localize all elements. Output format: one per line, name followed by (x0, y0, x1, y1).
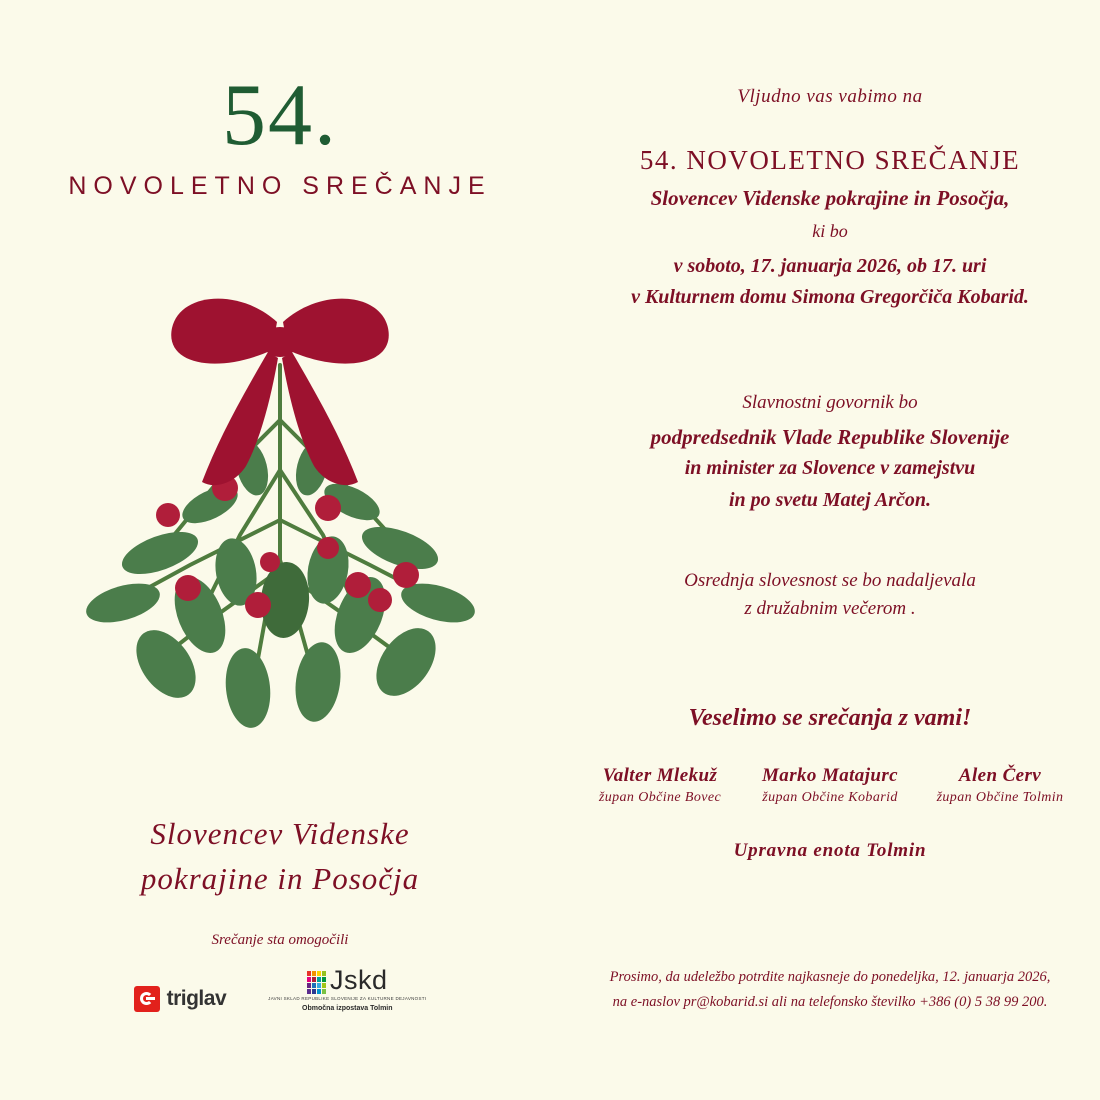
speaker-lead: Slavnostni govornik bo (742, 392, 918, 413)
event-kibo: ki bo (812, 221, 848, 241)
signatory-name: Alen Červ (958, 765, 1042, 786)
signatory (750, 765, 910, 806)
speaker-line-2: in minister za Slovence v zamejstvu (684, 457, 976, 479)
signatory-name: Valter Mlekuž (602, 765, 718, 786)
signatory (580, 765, 740, 806)
left-script-line-2: pokrajine in Posočja (140, 860, 420, 896)
event-subtitle-heading: NOVOLETNO SREČANJE (68, 172, 492, 200)
signatories (580, 765, 1080, 806)
jskd-logo (268, 965, 427, 1012)
rsvp-line-2: na e-naslov pr@kobarid.si ali na telefonsko številko +386 (0) 5 38 99 200. (612, 993, 1048, 1010)
edition-number: 54. (222, 67, 338, 164)
triglav-wordmark: triglav (166, 987, 227, 1010)
signatory-role: župan Občine Bovec (598, 790, 722, 805)
triglav-logo (134, 986, 227, 1012)
event-title: 54. NOVOLETNO SREČANJE (639, 145, 1021, 175)
event-datetime: v soboto, 17. januarja 2026, ob 17. uri (673, 255, 987, 277)
jskd-branch: Območna izpostava Tolmin (302, 1004, 393, 1012)
jskd-top (268, 965, 426, 995)
signatory-role: župan Občine Kobarid (762, 790, 898, 805)
speaker-line-3: in po svetu Matej Arčon. (728, 489, 932, 511)
sponsors-label: Srečanje sta omogočili (211, 932, 349, 948)
sponsor-logos (0, 965, 560, 1012)
event-venue: v Kulturnem domu Simona Gregorčiča Kobarid. (631, 286, 1029, 308)
triglav-mark-icon (134, 986, 160, 1012)
looking-forward-text: Veselimo se srečanja z vami! (688, 705, 972, 731)
jskd-subtitle: JAVNI SKLAD REPUBLIKE SLOVENIJE ZA KULTURNE DEJAVNOSTI (268, 995, 427, 1001)
signatory (920, 765, 1080, 806)
jskd-color-bars-icon (307, 971, 326, 994)
invite-lead: Vljudno vas vabimo na (737, 86, 923, 107)
rsvp-line-1: Prosimo, da udeležbo potrdite najkasneje do ponedeljka, 12. januarja 2026, (609, 969, 1051, 985)
right-column (560, 0, 1100, 1100)
mistletoe-illustration (40, 270, 520, 740)
rsvp-note (580, 965, 1080, 1014)
left-script-line-1: Slovencev Videnske (150, 816, 410, 851)
signatory-name: Marko Matajurc (762, 765, 898, 786)
administrative-unit: Upravna enota Tolmin (733, 840, 927, 861)
speaker-line-1: podpredsednik Vlade Republike Slovenije (650, 425, 1010, 449)
ceremony-line-2: z družabnim večerom . (744, 598, 916, 619)
event-subtitle: Slovencev Videnske pokrajine in Posočja, (650, 186, 1010, 210)
left-script-text (0, 812, 560, 902)
signatory-role: župan Občine Tolmin (936, 790, 1064, 805)
jskd-wordmark: Jskd (330, 965, 388, 995)
ceremony-line-1: Osrednja slovesnost se bo nadaljevala (684, 570, 976, 591)
